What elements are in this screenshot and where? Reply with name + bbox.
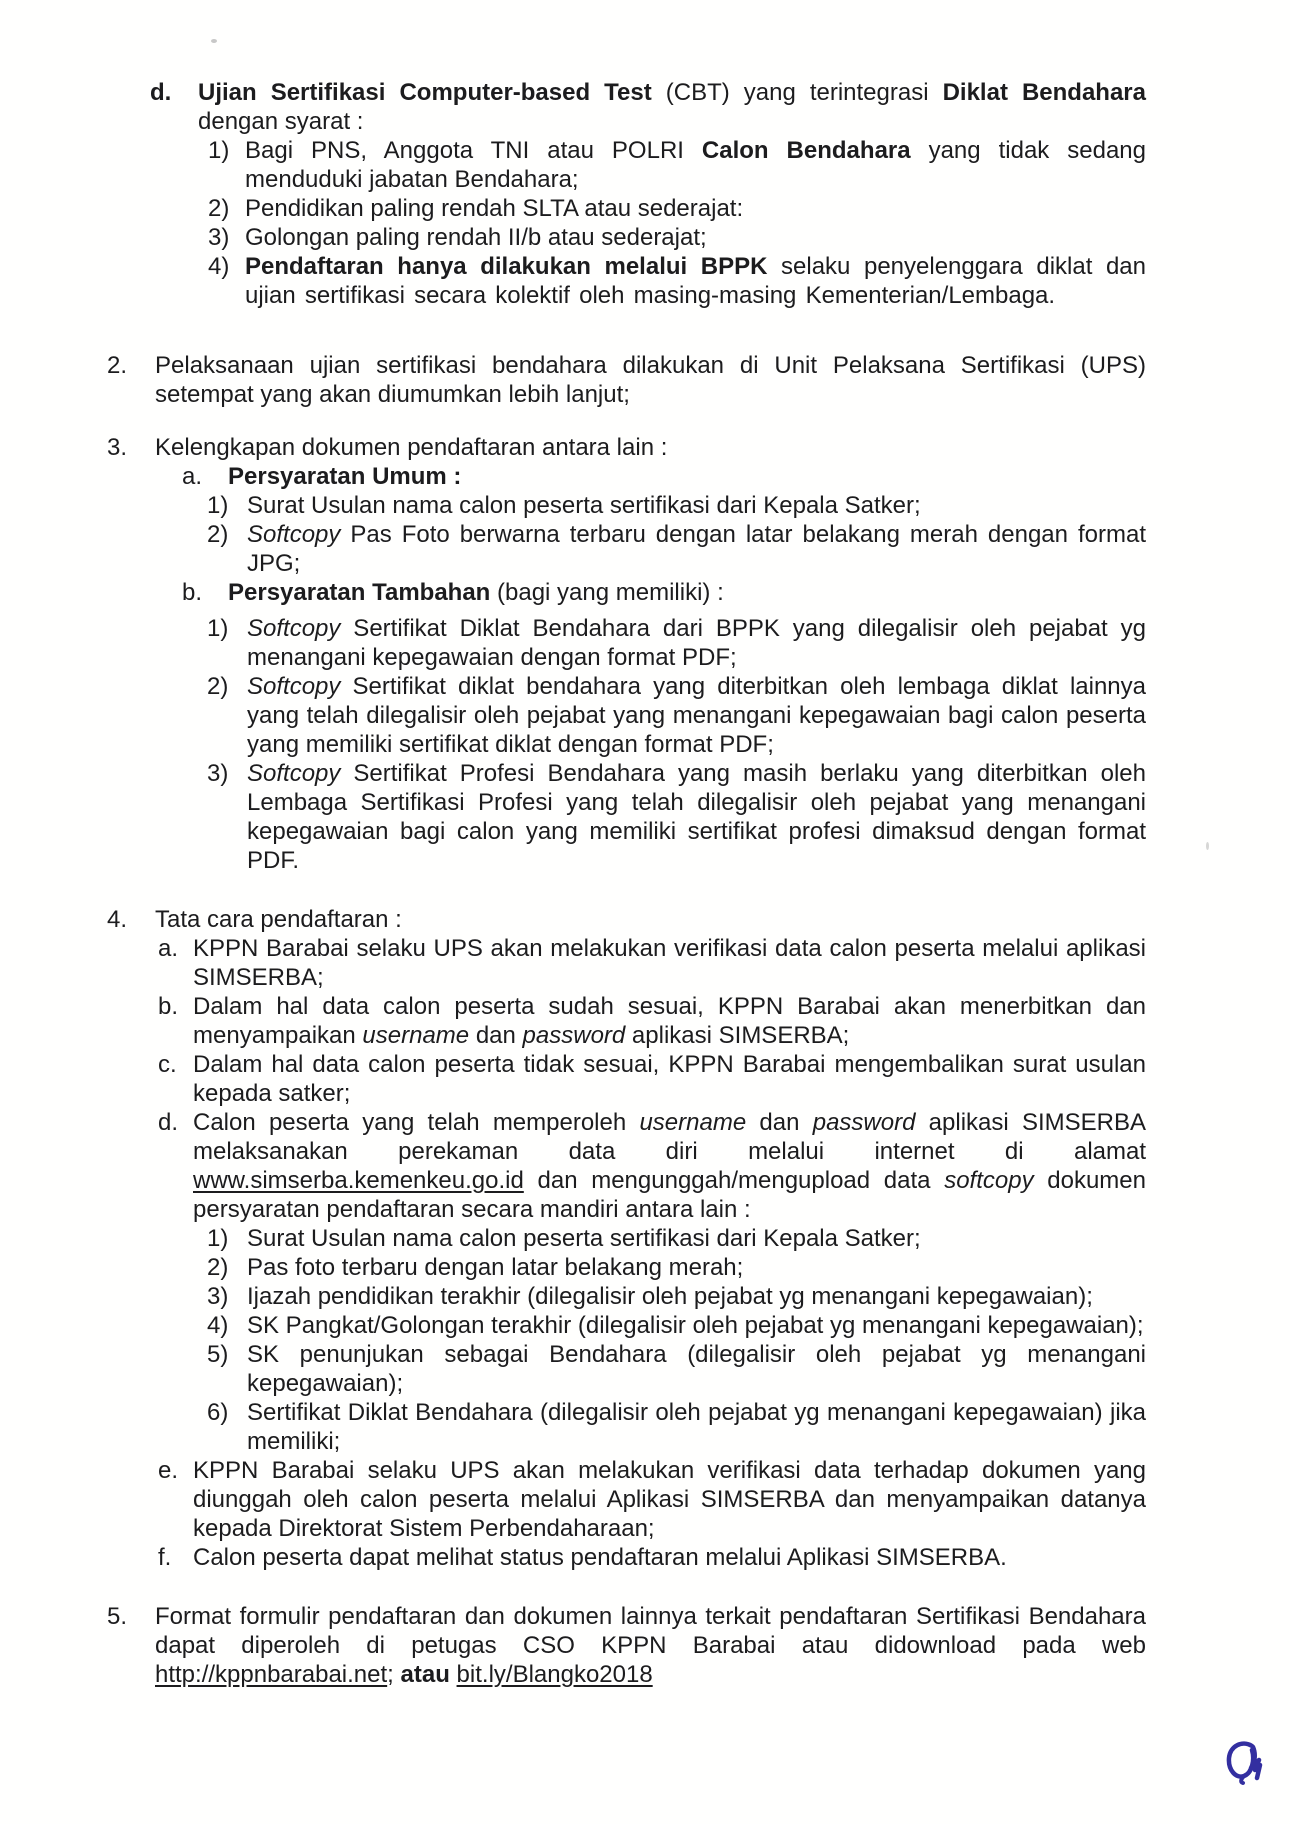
list-marker: 5): [207, 1341, 229, 1368]
text-run: Calon Bendahara: [701, 137, 911, 164]
list-item-4-d-4: [0, 1311, 1146, 1340]
paragraph: [247, 1340, 1146, 1398]
paragraph: [247, 1253, 1146, 1282]
text-run: Bagi PNS, Anggota TNI atau POLRI: [245, 137, 702, 164]
list-marker: a.: [158, 935, 179, 962]
list-item-4-d-2: [0, 1253, 1146, 1282]
list-marker: 2): [207, 673, 229, 700]
paragraph: [247, 520, 1146, 578]
text-run: dan: [469, 1022, 523, 1049]
text-run: Calon peserta yang telah memperoleh: [193, 1109, 640, 1136]
text-run: dan: [746, 1109, 813, 1136]
list-item-3-a-2: [0, 520, 1146, 578]
paragraph: [193, 1543, 1146, 1572]
text-run: Golongan paling rendah II/b atau sederajat;: [245, 224, 707, 251]
text-run: Kelengkapan dokumen pendaftaran antara lain :: [155, 434, 668, 461]
list-marker: 5.: [107, 1603, 128, 1630]
list-marker: 3): [208, 224, 230, 251]
paragraph: [247, 759, 1146, 875]
text-run: Pelaksanaan ujian sertifikasi bendahara dilakukan di Unit Pelaksana Sertifikasi (UPS) setempat yang akan diumumkan lebih lanjut;: [155, 352, 1146, 408]
list-marker: 3): [207, 760, 229, 787]
paragraph: [155, 1602, 1146, 1689]
list-item-d-4: [0, 252, 1146, 310]
link-kppnbarabai-url: http://kppnbarabai.net: [155, 1661, 388, 1688]
text-run: aplikasi SIMSERBA melaksanakan perekaman data diri melalui internet di alamat: [193, 1109, 1146, 1165]
list-marker: b.: [182, 579, 203, 606]
text-run: (bagi yang memiliki) :: [490, 579, 724, 606]
paragraph: [193, 1108, 1146, 1224]
list-item-5: [0, 1602, 1146, 1689]
paragraph: [155, 351, 1146, 409]
paragraph: [247, 1224, 1146, 1253]
scan-speck: [211, 39, 217, 43]
list-item-3-a: [0, 462, 1146, 491]
list-item-4-d-1: [0, 1224, 1146, 1253]
paragraph: [155, 433, 1146, 462]
list-item-4: [0, 905, 1146, 934]
list-marker: 1): [208, 137, 230, 164]
list-item-d-1: [0, 136, 1146, 194]
paragraph: [245, 223, 1146, 252]
text-run: yang tidak sedang menduduki jabatan Bendahara;: [245, 137, 1146, 193]
list-marker: 1): [207, 615, 229, 642]
list-item-4-d: [0, 1108, 1146, 1224]
text-run: Calon peserta dapat melihat status pendaftaran melalui Aplikasi SIMSERBA.: [193, 1544, 1007, 1571]
paragraph: [228, 578, 1146, 607]
text-run: username: [639, 1109, 747, 1136]
list-item-4-b: [0, 992, 1146, 1050]
list-item-4-d-5: [0, 1340, 1146, 1398]
paragraph: [228, 462, 1146, 491]
text-run: Sertifikat Diklat Bendahara dari BPPK yang dilegalisir oleh pejabat yg menangani kepegawaian dengan format PDF;: [247, 615, 1146, 671]
text-run: Dalam hal data calon peserta sudah sesuai, KPPN Barabai akan menerbitkan dan menyampaikan: [193, 993, 1146, 1049]
list-marker: 3): [207, 1283, 229, 1310]
text-run: dengan syarat :: [198, 108, 364, 135]
text-run: Softcopy: [247, 615, 341, 642]
paragraph: [247, 1311, 1146, 1340]
list-marker: 2): [207, 521, 229, 548]
list-item-2: [0, 351, 1146, 409]
text-run: password: [522, 1022, 626, 1049]
list-item-3-b: [0, 578, 1146, 607]
document-body: [0, 78, 1146, 1689]
text-run: dokumen persyaratan pendaftaran secara mandiri antara lain :: [193, 1167, 1146, 1223]
list-item-3-b-3: [0, 759, 1146, 875]
paragraph: [245, 194, 1146, 223]
paragraph: [193, 934, 1146, 992]
paragraph: [193, 1456, 1146, 1543]
list-marker: 2): [208, 195, 230, 222]
paragraph: [245, 136, 1146, 194]
text-run: softcopy: [944, 1167, 1034, 1194]
list-item-4-a: [0, 934, 1146, 992]
scan-speck: [1206, 842, 1209, 850]
text-run: Sertifikat diklat bendahara yang diterbitkan oleh lembaga diklat lainnya yang telah dilegalisir oleh pejabat yang menangani kepegawaian bagi calon peserta yang memiliki sertifikat diklat dengan format PDF;: [247, 673, 1146, 758]
paragraph: [247, 491, 1146, 520]
text-run: Softcopy: [247, 760, 341, 787]
paragraph: [247, 1398, 1146, 1456]
list-marker: b.: [158, 993, 179, 1020]
list-marker: c.: [158, 1051, 177, 1078]
list-item-3-b-1: [0, 614, 1146, 672]
paragraph: [247, 614, 1146, 672]
text-run: ;: [387, 1661, 401, 1688]
list-item-3-b-2: [0, 672, 1146, 759]
text-run: Diklat Bendahara: [942, 79, 1146, 106]
text-run: Pas Foto berwarna terbaru dengan latar belakang merah dengan format JPG;: [247, 521, 1146, 577]
paragraph: [193, 992, 1146, 1050]
list-marker: d.: [150, 79, 172, 106]
text-run: Tata cara pendaftaran :: [155, 906, 402, 933]
paragraph: [247, 672, 1146, 759]
text-run: aplikasi SIMSERBA;: [625, 1022, 850, 1049]
text-run: Ijazah pendidikan terakhir (dilegalisir oleh pejabat yg menangani kepegawaian);: [247, 1283, 1093, 1310]
text-run: Dalam hal data calon peserta tidak sesuai, KPPN Barabai mengembalikan surat usulan kepada satker;: [193, 1051, 1146, 1107]
text-run: (CBT) yang terintegrasi: [651, 79, 943, 106]
list-marker: 4): [207, 1312, 229, 1339]
list-marker: 4): [208, 253, 230, 280]
text-run: Pendaftaran hanya dilakukan melalui BPPK: [245, 253, 768, 280]
list-item-d-2: [0, 194, 1146, 223]
list-marker: 4.: [107, 906, 128, 933]
list-marker: 2): [207, 1254, 229, 1281]
text-run: SK Pangkat/Golongan terakhir (dilegalisir oleh pejabat yg menangani kepegawaian);: [247, 1312, 1144, 1339]
list-marker: a.: [182, 463, 203, 490]
link-simserba-url: www.simserba.kemenkeu.go.id: [193, 1167, 524, 1194]
paragraph: [245, 252, 1146, 310]
text-run: Pendidikan paling rendah SLTA atau sederajat:: [245, 195, 744, 222]
signature-ink-mark: [1222, 1738, 1274, 1790]
list-marker: 3.: [107, 434, 128, 461]
text-run: atau: [400, 1661, 450, 1688]
text-run: Pas foto terbaru dengan latar belakang merah;: [247, 1254, 744, 1281]
text-run: KPPN Barabai selaku UPS akan melakukan verifikasi data terhadap dokumen yang diunggah oleh calon peserta melalui Aplikasi SIMSERBA dan menyampaikan datanya kepada Direktorat Sistem Perbendaharaan;: [193, 1457, 1146, 1542]
text-run: Surat Usulan nama calon peserta sertifikasi dari Kepala Satker;: [247, 1225, 921, 1252]
list-marker: d.: [158, 1109, 179, 1136]
text-run: KPPN Barabai selaku UPS akan melakukan verifikasi data calon peserta melalui aplikasi SIMSERBA;: [193, 935, 1146, 991]
list-marker: f.: [158, 1544, 172, 1571]
text-run: SK penunjukan sebagai Bendahara (dilegalisir oleh pejabat yg menangani kepegawaian);: [247, 1341, 1146, 1397]
list-item-4-e: [0, 1456, 1146, 1543]
text-run: password: [812, 1109, 916, 1136]
text-run: Sertifikat Profesi Bendahara yang masih berlaku yang diterbitkan oleh Lembaga Sertifikasi Profesi yang telah dilegalisir oleh pejabat yang menangani kepegawaian bagi calon yang memiliki sertifikat profesi dimaksud dengan format PDF.: [247, 760, 1146, 874]
paragraph: [198, 78, 1146, 136]
list-item-4-c: [0, 1050, 1146, 1108]
paragraph: [193, 1050, 1146, 1108]
paragraph: [155, 905, 1146, 934]
list-marker: 2.: [107, 352, 128, 379]
list-marker: 1): [207, 492, 229, 519]
text-run: Format formulir pendaftaran dan dokumen lainnya terkait pendaftaran Sertifikasi Bendahara dapat diperoleh di petugas CSO KPPN Barabai atau didownload pada web: [155, 1603, 1146, 1659]
list-item-4-d-3: [0, 1282, 1146, 1311]
list-marker: e.: [158, 1457, 179, 1484]
text-run: selaku penyelenggara diklat dan ujian sertifikasi secara kolektif oleh masing-masing Kementerian/Lembaga.: [245, 253, 1146, 309]
text-run: username: [362, 1022, 470, 1049]
list-marker: 6): [207, 1399, 229, 1426]
link-blangko-url: bit.ly/Blangko2018: [456, 1661, 653, 1688]
text-run: Persyaratan Umum :: [228, 463, 462, 490]
text-run: dan mengunggah/mengupload data: [523, 1167, 945, 1194]
text-run: Ujian Sertifikasi Computer-based Test: [198, 79, 652, 106]
text-run: Softcopy: [247, 673, 341, 700]
text-run: Persyaratan Tambahan: [228, 579, 491, 606]
text-run: [450, 1661, 457, 1688]
text-run: Sertifikat Diklat Bendahara (dilegalisir oleh pejabat yg menangani kepegawaian) jika memiliki;: [247, 1399, 1146, 1455]
list-item-3: [0, 433, 1146, 462]
list-item-4-f: [0, 1543, 1146, 1572]
list-item-d: [0, 78, 1146, 136]
list-marker: 1): [207, 1225, 229, 1252]
paragraph: [247, 1282, 1146, 1311]
text-run: Softcopy: [247, 521, 341, 548]
list-item-d-3: [0, 223, 1146, 252]
list-item-3-a-1: [0, 491, 1146, 520]
list-item-4-d-6: [0, 1398, 1146, 1456]
text-run: Surat Usulan nama calon peserta sertifikasi dari Kepala Satker;: [247, 492, 921, 519]
